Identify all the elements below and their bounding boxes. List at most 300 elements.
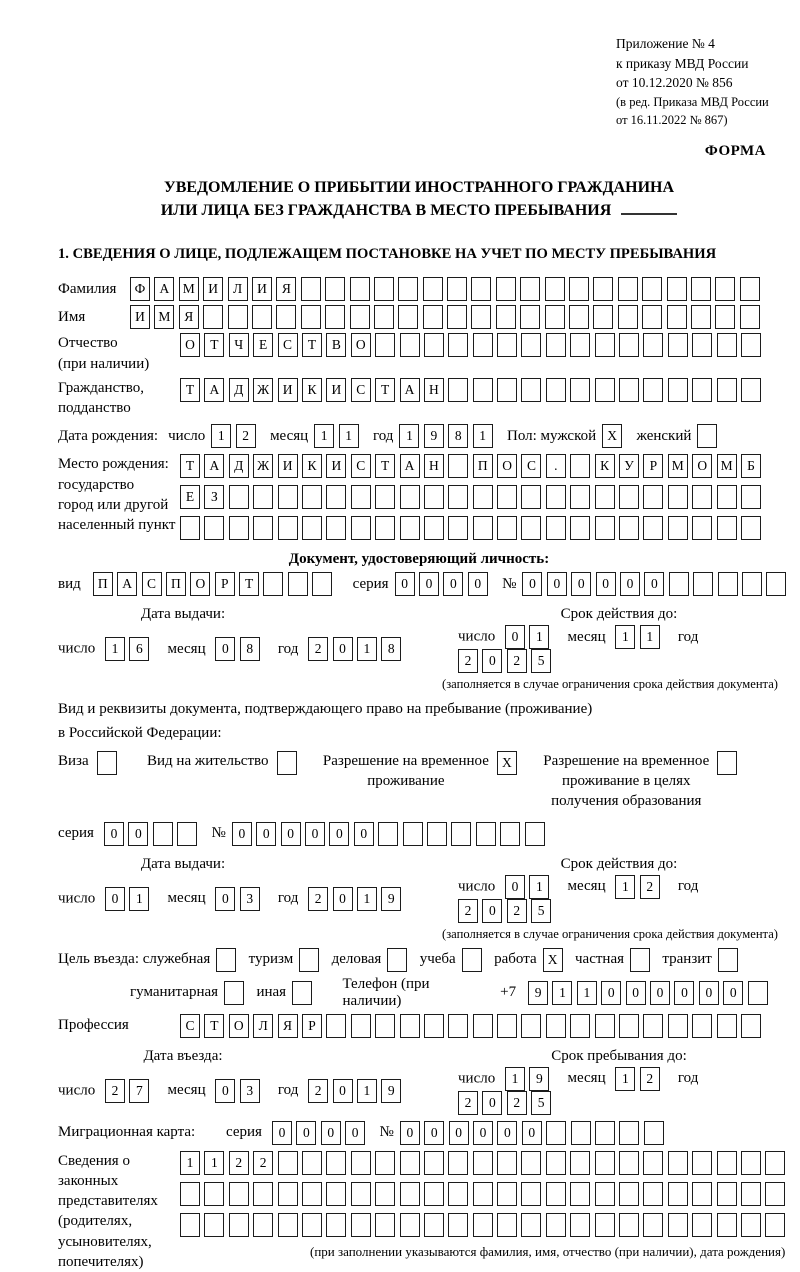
char-cell[interactable]	[473, 1182, 493, 1206]
char-cell[interactable]	[471, 277, 491, 301]
char-cell[interactable]: 2	[458, 1091, 478, 1115]
purpose-business-checkbox[interactable]	[387, 948, 411, 972]
char-cell[interactable]	[375, 333, 395, 357]
char-cell[interactable]: 0	[345, 1121, 365, 1145]
char-cell[interactable]: 0	[333, 887, 353, 911]
char-cell[interactable]	[691, 305, 711, 329]
char-cell[interactable]	[520, 305, 540, 329]
char-cell[interactable]	[546, 516, 566, 540]
char-cell[interactable]	[546, 1014, 566, 1038]
char-cell[interactable]	[691, 277, 711, 301]
char-cell[interactable]	[476, 822, 496, 846]
char-cell[interactable]	[717, 516, 737, 540]
char-cell[interactable]	[717, 378, 737, 402]
char-cell[interactable]	[741, 378, 761, 402]
migration-number-cells[interactable]	[400, 1121, 668, 1145]
char-cell[interactable]	[253, 1213, 273, 1237]
char-cell[interactable]: 0	[497, 1121, 517, 1145]
char-cell[interactable]	[326, 1151, 346, 1175]
char-cell[interactable]: 8	[448, 424, 468, 448]
char-cell[interactable]	[350, 277, 370, 301]
char-cell[interactable]	[496, 305, 516, 329]
char-cell[interactable]	[717, 1014, 737, 1038]
char-cell[interactable]	[717, 1213, 737, 1237]
char-cell[interactable]	[424, 516, 444, 540]
char-cell[interactable]	[570, 1151, 590, 1175]
char-cell[interactable]: А	[204, 378, 224, 402]
char-cell[interactable]	[302, 1182, 322, 1206]
char-cell[interactable]	[424, 485, 444, 509]
char-cell[interactable]	[668, 485, 688, 509]
char-cell[interactable]: 2	[458, 899, 478, 923]
char-cell[interactable]	[497, 1151, 517, 1175]
char-cell[interactable]	[473, 1213, 493, 1237]
char-cell[interactable]	[618, 305, 638, 329]
char-cell[interactable]: М	[179, 277, 199, 301]
char-cell[interactable]: Я	[278, 1014, 298, 1038]
char-cell[interactable]: 0	[104, 822, 124, 846]
char-cell[interactable]	[448, 516, 468, 540]
char-cell[interactable]	[642, 277, 662, 301]
char-cell[interactable]: 0	[482, 649, 502, 673]
char-cell[interactable]	[229, 485, 249, 509]
char-cell[interactable]: 2	[253, 1151, 273, 1175]
char-cell[interactable]	[497, 1213, 517, 1237]
char-cell[interactable]	[741, 516, 761, 540]
char-cell[interactable]	[276, 305, 296, 329]
char-cell[interactable]: 2	[458, 649, 478, 673]
char-cell[interactable]: Ф	[130, 277, 150, 301]
char-cell[interactable]	[351, 485, 371, 509]
legal-cells-row3[interactable]	[180, 1213, 790, 1237]
char-cell[interactable]: 1	[505, 1067, 525, 1091]
char-cell[interactable]	[312, 572, 332, 596]
char-cell[interactable]	[595, 485, 615, 509]
char-cell[interactable]	[570, 1014, 590, 1038]
char-cell[interactable]	[718, 572, 738, 596]
char-cell[interactable]: 3	[240, 887, 260, 911]
char-cell[interactable]	[619, 1151, 639, 1175]
char-cell[interactable]	[473, 378, 493, 402]
char-cell[interactable]	[278, 516, 298, 540]
char-cell[interactable]	[692, 378, 712, 402]
char-cell[interactable]	[668, 1182, 688, 1206]
char-cell[interactable]: 1	[577, 981, 597, 1005]
char-cell[interactable]	[292, 981, 312, 1005]
char-cell[interactable]	[497, 485, 517, 509]
char-cell[interactable]: Н	[424, 454, 444, 478]
char-cell[interactable]	[326, 1182, 346, 1206]
char-cell[interactable]: 2	[236, 424, 256, 448]
char-cell[interactable]	[351, 1213, 371, 1237]
char-cell[interactable]	[326, 485, 346, 509]
char-cell[interactable]: 0	[215, 637, 235, 661]
char-cell[interactable]: 3	[240, 1079, 260, 1103]
char-cell[interactable]: 0	[305, 822, 325, 846]
char-cell[interactable]	[278, 485, 298, 509]
char-cell[interactable]	[375, 1213, 395, 1237]
char-cell[interactable]	[571, 1121, 591, 1145]
char-cell[interactable]: И	[203, 277, 223, 301]
char-cell[interactable]: 5	[531, 899, 551, 923]
char-cell[interactable]	[642, 305, 662, 329]
char-cell[interactable]: 0	[215, 1079, 235, 1103]
char-cell[interactable]: 5	[531, 1091, 551, 1115]
char-cell[interactable]	[570, 378, 590, 402]
char-cell[interactable]	[448, 1182, 468, 1206]
char-cell[interactable]	[668, 333, 688, 357]
entry-month-cells[interactable]	[215, 1079, 264, 1103]
char-cell[interactable]: А	[204, 454, 224, 478]
char-cell[interactable]	[177, 822, 197, 846]
char-cell[interactable]: 0	[296, 1121, 316, 1145]
char-cell[interactable]: 2	[229, 1151, 249, 1175]
name-cells[interactable]	[130, 305, 764, 329]
char-cell[interactable]: 0	[522, 1121, 542, 1145]
char-cell[interactable]: 0	[505, 875, 525, 899]
char-cell[interactable]	[765, 1182, 785, 1206]
char-cell[interactable]	[97, 751, 117, 775]
legal-cells-row1[interactable]	[180, 1151, 790, 1175]
char-cell[interactable]: 0	[395, 572, 415, 596]
char-cell[interactable]: Т	[375, 378, 395, 402]
char-cell[interactable]	[595, 1014, 615, 1038]
char-cell[interactable]	[473, 333, 493, 357]
char-cell[interactable]	[741, 1213, 761, 1237]
char-cell[interactable]: О	[180, 333, 200, 357]
char-cell[interactable]	[375, 1151, 395, 1175]
char-cell[interactable]	[593, 277, 613, 301]
residence-permit-checkbox[interactable]	[277, 751, 301, 775]
char-cell[interactable]: Н	[424, 378, 444, 402]
char-cell[interactable]	[715, 305, 735, 329]
purpose-work-checkbox[interactable]	[543, 948, 567, 972]
char-cell[interactable]: Д	[229, 454, 249, 478]
profession-cells[interactable]	[180, 1014, 765, 1038]
char-cell[interactable]: 1	[314, 424, 334, 448]
char-cell[interactable]	[403, 822, 423, 846]
char-cell[interactable]	[351, 1014, 371, 1038]
char-cell[interactable]: 5	[531, 649, 551, 673]
char-cell[interactable]: 1	[357, 637, 377, 661]
char-cell[interactable]	[595, 1121, 615, 1145]
char-cell[interactable]: 9	[529, 1067, 549, 1091]
char-cell[interactable]: Т	[204, 333, 224, 357]
char-cell[interactable]	[302, 485, 322, 509]
char-cell[interactable]: Е	[180, 485, 200, 509]
char-cell[interactable]	[595, 1213, 615, 1237]
char-cell[interactable]	[521, 1014, 541, 1038]
char-cell[interactable]: Т	[180, 454, 200, 478]
char-cell[interactable]	[229, 1182, 249, 1206]
char-cell[interactable]	[546, 333, 566, 357]
char-cell[interactable]	[180, 1213, 200, 1237]
char-cell[interactable]: Я	[276, 277, 296, 301]
char-cell[interactable]	[643, 333, 663, 357]
char-cell[interactable]: И	[278, 454, 298, 478]
char-cell[interactable]	[427, 822, 447, 846]
char-cell[interactable]	[497, 516, 517, 540]
birth-day-cells[interactable]	[211, 424, 260, 448]
char-cell[interactable]: А	[400, 454, 420, 478]
char-cell[interactable]	[545, 277, 565, 301]
char-cell[interactable]	[448, 378, 468, 402]
char-cell[interactable]: 0	[644, 572, 664, 596]
char-cell[interactable]: И	[278, 378, 298, 402]
char-cell[interactable]	[595, 333, 615, 357]
char-cell[interactable]	[643, 1182, 663, 1206]
char-cell[interactable]: 0	[449, 1121, 469, 1145]
char-cell[interactable]: Ч	[229, 333, 249, 357]
char-cell[interactable]	[497, 333, 517, 357]
residence-series-cells[interactable]	[104, 822, 202, 846]
birth-place-cells-row1[interactable]	[180, 454, 765, 478]
char-cell[interactable]: 9	[424, 424, 444, 448]
char-cell[interactable]	[570, 516, 590, 540]
char-cell[interactable]: 9	[381, 887, 401, 911]
char-cell[interactable]	[618, 277, 638, 301]
purpose-private-checkbox[interactable]	[630, 948, 654, 972]
char-cell[interactable]: Ж	[253, 378, 273, 402]
char-cell[interactable]	[374, 305, 394, 329]
char-cell[interactable]: Е	[253, 333, 273, 357]
char-cell[interactable]	[496, 277, 516, 301]
char-cell[interactable]	[448, 333, 468, 357]
char-cell[interactable]: С	[351, 378, 371, 402]
char-cell[interactable]: П	[473, 454, 493, 478]
doc-issue-day-cells[interactable]	[105, 637, 154, 661]
char-cell[interactable]	[740, 305, 760, 329]
char-cell[interactable]: С	[142, 572, 162, 596]
patronymic-cells[interactable]	[180, 333, 765, 357]
temp-residence-edu-checkbox[interactable]	[717, 751, 741, 775]
char-cell[interactable]: 1	[129, 887, 149, 911]
char-cell[interactable]	[741, 485, 761, 509]
char-cell[interactable]: 0	[620, 572, 640, 596]
purpose-official-checkbox[interactable]	[216, 948, 240, 972]
char-cell[interactable]: 9	[381, 1079, 401, 1103]
doc-valid-year-cells[interactable]	[458, 649, 556, 673]
char-cell[interactable]: 0	[281, 822, 301, 846]
char-cell[interactable]: .	[546, 454, 566, 478]
char-cell[interactable]	[252, 305, 272, 329]
char-cell[interactable]: 1	[211, 424, 231, 448]
char-cell[interactable]: 1	[640, 625, 660, 649]
char-cell[interactable]: Л	[253, 1014, 273, 1038]
char-cell[interactable]	[595, 378, 615, 402]
char-cell[interactable]	[398, 305, 418, 329]
doc-kind-cells[interactable]	[93, 572, 337, 596]
char-cell[interactable]: 2	[640, 1067, 660, 1091]
char-cell[interactable]	[277, 751, 297, 775]
char-cell[interactable]	[717, 1182, 737, 1206]
char-cell[interactable]: К	[595, 454, 615, 478]
char-cell[interactable]	[741, 1182, 761, 1206]
char-cell[interactable]	[351, 516, 371, 540]
char-cell[interactable]: 1	[204, 1151, 224, 1175]
doc-valid-month-cells[interactable]	[615, 625, 664, 649]
char-cell[interactable]	[326, 1213, 346, 1237]
char-cell[interactable]	[521, 516, 541, 540]
char-cell[interactable]	[398, 277, 418, 301]
char-cell[interactable]: 8	[240, 637, 260, 661]
char-cell[interactable]: 1	[357, 1079, 377, 1103]
char-cell[interactable]: 0	[321, 1121, 341, 1145]
char-cell[interactable]	[718, 948, 738, 972]
surname-cells[interactable]	[130, 277, 764, 301]
char-cell[interactable]	[253, 516, 273, 540]
char-cell[interactable]	[693, 572, 713, 596]
char-cell[interactable]	[325, 277, 345, 301]
char-cell[interactable]: 2	[507, 649, 527, 673]
char-cell[interactable]	[301, 305, 321, 329]
char-cell[interactable]	[668, 516, 688, 540]
char-cell[interactable]	[619, 1121, 639, 1145]
char-cell[interactable]: П	[166, 572, 186, 596]
residence-issue-day-cells[interactable]	[105, 887, 154, 911]
char-cell[interactable]	[288, 572, 308, 596]
char-cell[interactable]: 0	[128, 822, 148, 846]
char-cell[interactable]	[545, 305, 565, 329]
char-cell[interactable]	[299, 948, 319, 972]
char-cell[interactable]	[643, 378, 663, 402]
char-cell[interactable]	[570, 485, 590, 509]
char-cell[interactable]	[630, 948, 650, 972]
char-cell[interactable]	[229, 1213, 249, 1237]
residence-valid-month-cells[interactable]	[615, 875, 664, 899]
char-cell[interactable]	[423, 305, 443, 329]
char-cell[interactable]	[546, 1213, 566, 1237]
char-cell[interactable]: 2	[308, 1079, 328, 1103]
doc-valid-day-cells[interactable]	[505, 625, 554, 649]
char-cell[interactable]: 2	[308, 887, 328, 911]
char-cell[interactable]	[278, 1151, 298, 1175]
char-cell[interactable]: О	[190, 572, 210, 596]
char-cell[interactable]	[180, 516, 200, 540]
purpose-tourism-checkbox[interactable]	[299, 948, 323, 972]
char-cell[interactable]	[473, 516, 493, 540]
char-cell[interactable]	[351, 1151, 371, 1175]
char-cell[interactable]: 1	[180, 1151, 200, 1175]
char-cell[interactable]	[766, 572, 786, 596]
birth-year-cells[interactable]	[399, 424, 497, 448]
char-cell[interactable]: 0	[272, 1121, 292, 1145]
char-cell[interactable]: Т	[204, 1014, 224, 1038]
char-cell[interactable]	[521, 485, 541, 509]
char-cell[interactable]	[643, 1213, 663, 1237]
char-cell[interactable]: Т	[239, 572, 259, 596]
char-cell[interactable]	[619, 485, 639, 509]
char-cell[interactable]: 0	[626, 981, 646, 1005]
char-cell[interactable]: 1	[615, 875, 635, 899]
char-cell[interactable]: Я	[179, 305, 199, 329]
char-cell[interactable]: 1	[529, 875, 549, 899]
residence-issue-year-cells[interactable]	[308, 887, 406, 911]
char-cell[interactable]	[350, 305, 370, 329]
char-cell[interactable]: 8	[381, 637, 401, 661]
char-cell[interactable]	[697, 424, 717, 448]
char-cell[interactable]: С	[180, 1014, 200, 1038]
char-cell[interactable]	[424, 1151, 444, 1175]
char-cell[interactable]: 1	[529, 625, 549, 649]
char-cell[interactable]	[570, 454, 590, 478]
char-cell[interactable]	[224, 981, 244, 1005]
char-cell[interactable]	[546, 1121, 566, 1145]
char-cell[interactable]	[351, 1182, 371, 1206]
sex-female-checkbox[interactable]	[697, 424, 721, 448]
char-cell[interactable]	[593, 305, 613, 329]
doc-issue-month-cells[interactable]	[215, 637, 264, 661]
birth-place-cells-row3[interactable]	[180, 516, 765, 540]
migration-series-cells[interactable]	[272, 1121, 370, 1145]
char-cell[interactable]	[643, 1151, 663, 1175]
char-cell[interactable]	[619, 1182, 639, 1206]
char-cell[interactable]	[204, 1213, 224, 1237]
char-cell[interactable]	[741, 1014, 761, 1038]
char-cell[interactable]: М	[717, 454, 737, 478]
char-cell[interactable]: 0	[400, 1121, 420, 1145]
char-cell[interactable]	[619, 1014, 639, 1038]
char-cell[interactable]: М	[668, 454, 688, 478]
char-cell[interactable]: 0	[650, 981, 670, 1005]
char-cell[interactable]	[424, 333, 444, 357]
char-cell[interactable]: 1	[105, 637, 125, 661]
char-cell[interactable]: 0	[329, 822, 349, 846]
char-cell[interactable]: Т	[302, 333, 322, 357]
char-cell[interactable]	[619, 378, 639, 402]
char-cell[interactable]: 0	[105, 887, 125, 911]
char-cell[interactable]	[525, 822, 545, 846]
char-cell[interactable]: А	[400, 378, 420, 402]
char-cell[interactable]	[748, 981, 768, 1005]
char-cell[interactable]	[668, 1151, 688, 1175]
char-cell[interactable]: 0	[443, 572, 463, 596]
char-cell[interactable]: 6	[129, 637, 149, 661]
stay-day-cells[interactable]	[505, 1067, 554, 1091]
char-cell[interactable]	[448, 1151, 468, 1175]
char-cell[interactable]: 0	[699, 981, 719, 1005]
char-cell[interactable]	[204, 1182, 224, 1206]
char-cell[interactable]	[741, 333, 761, 357]
char-cell[interactable]	[765, 1213, 785, 1237]
char-cell[interactable]	[424, 1014, 444, 1038]
char-cell[interactable]: З	[204, 485, 224, 509]
char-cell[interactable]	[521, 1213, 541, 1237]
purpose-humanitarian-checkbox[interactable]	[224, 981, 248, 1005]
char-cell[interactable]	[301, 277, 321, 301]
char-cell[interactable]	[546, 485, 566, 509]
char-cell[interactable]: Т	[375, 454, 395, 478]
residence-valid-day-cells[interactable]	[505, 875, 554, 899]
char-cell[interactable]	[667, 277, 687, 301]
char-cell[interactable]	[570, 1213, 590, 1237]
doc-series-cells[interactable]	[395, 572, 493, 596]
char-cell[interactable]	[619, 1213, 639, 1237]
char-cell[interactable]	[521, 333, 541, 357]
char-cell[interactable]: Р	[302, 1014, 322, 1038]
char-cell[interactable]	[692, 485, 712, 509]
char-cell[interactable]	[400, 516, 420, 540]
char-cell[interactable]	[570, 1182, 590, 1206]
char-cell[interactable]	[462, 948, 482, 972]
char-cell[interactable]	[375, 1014, 395, 1038]
char-cell[interactable]: 2	[308, 637, 328, 661]
char-cell[interactable]: 0	[505, 625, 525, 649]
char-cell[interactable]: 2	[507, 899, 527, 923]
char-cell[interactable]: X	[543, 948, 563, 972]
char-cell[interactable]: М	[154, 305, 174, 329]
char-cell[interactable]	[619, 333, 639, 357]
